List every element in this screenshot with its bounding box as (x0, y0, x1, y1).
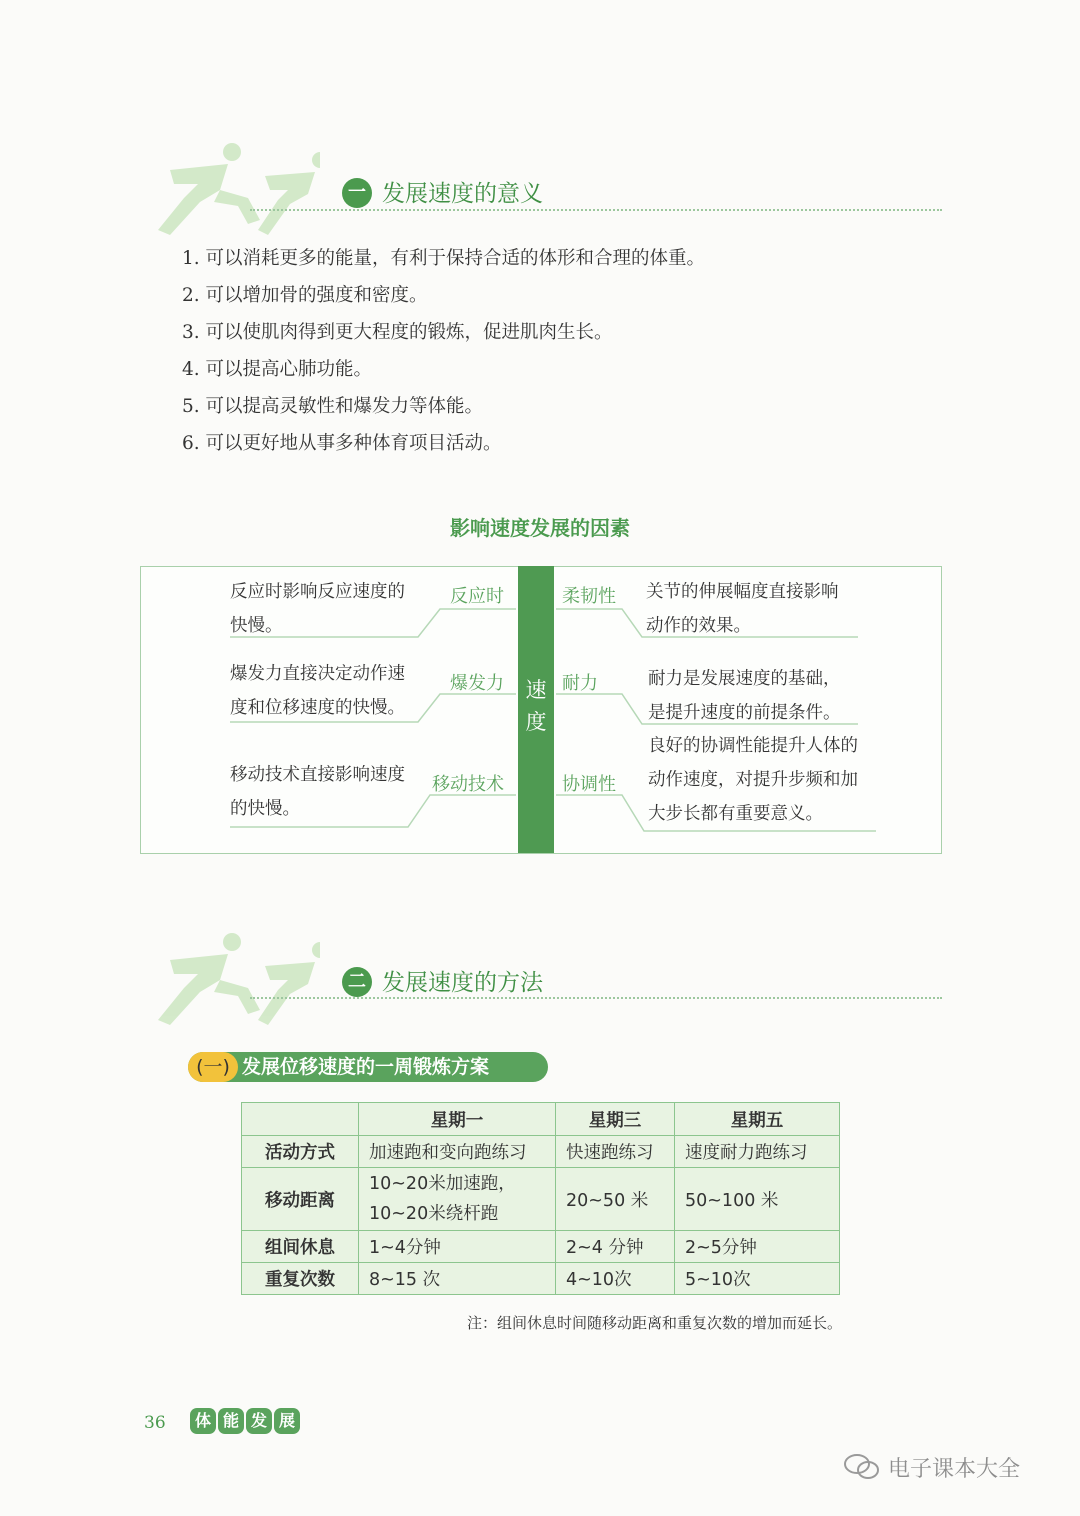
factor-description: 关节的伸展幅度直接影响 动作的效果。 (646, 582, 839, 636)
factor-description: 反应时影响反应速度的 快慢。 (230, 582, 405, 636)
factor-description: 良好的协调性能提升人体的 动作速度，对提升步频和加 大步长都有重要意义。 (648, 736, 858, 824)
dotted-divider (250, 997, 942, 999)
table-cell: 10~20米加速跑， 10~20米绕杆跑 (359, 1168, 556, 1231)
page-number: 36 (144, 1413, 166, 1433)
factor-label: 爆发力 (450, 673, 504, 694)
table-cell: 50~100 米 (675, 1168, 840, 1231)
list-item: 1. 可以消耗更多的能量，有利于保持合适的体形和合理的体重。 (182, 248, 706, 269)
training-plan-table (241, 1102, 840, 1295)
factor-description: 耐力是发展速度的基础， 是提升速度的前提条件。 (648, 669, 841, 723)
section-title: 发展速度的意义 (382, 181, 543, 207)
table-header-row (242, 1103, 840, 1136)
table-header-cell: 星期一 (359, 1103, 556, 1136)
row-label: 重复次数 (242, 1263, 359, 1295)
section-number-badge: 一 (342, 178, 372, 208)
book-title-char: 发 (246, 1408, 272, 1434)
table-cell: 2~4 分钟 (556, 1231, 675, 1263)
book-title-char: 体 (190, 1408, 216, 1434)
book-title-char: 展 (274, 1408, 300, 1434)
factor-label: 移动技术 (432, 774, 504, 795)
table-row (242, 1231, 840, 1263)
table-cell: 加速跑和变向跑练习 (359, 1136, 556, 1168)
table-cell: 速度耐力跑练习 (675, 1136, 840, 1168)
table-cell: 1~4分钟 (359, 1231, 556, 1263)
center-label: 速 (525, 678, 547, 702)
table-header-cell (242, 1103, 359, 1136)
factor-label: 耐力 (562, 673, 598, 694)
factor-label: 协调性 (562, 774, 616, 795)
table-cell: 2~5分钟 (675, 1231, 840, 1263)
subsection-number: (一) (188, 1052, 238, 1082)
table-row (242, 1136, 840, 1168)
factor-label: 柔韧性 (562, 586, 616, 607)
table-cell: 8~15 次 (359, 1263, 556, 1295)
section-title: 发展速度的方法 (382, 970, 543, 996)
table-cell: 20~50 米 (556, 1168, 675, 1231)
list-item: 4. 可以提高心肺功能。 (182, 359, 373, 380)
list-item: 2. 可以增加骨的强度和密度。 (182, 285, 428, 306)
wechat-icon (842, 1452, 882, 1482)
section-number-badge: 二 (342, 967, 372, 997)
subsection-title: 发展位移速度的一周锻炼方案 (242, 1056, 490, 1078)
book-title-char: 能 (218, 1408, 244, 1434)
table-row (242, 1168, 840, 1231)
table-header-cell: 星期五 (675, 1103, 840, 1136)
center-label: 度 (525, 710, 547, 734)
table-cell: 4~10次 (556, 1263, 675, 1295)
row-label: 活动方式 (242, 1136, 359, 1168)
diagram-title: 影响速度发展的因素 (450, 516, 630, 540)
factor-description: 爆发力直接决定动作速 度和位移速度的快慢。 (230, 664, 405, 718)
watermark: 电子课本大全 (888, 1457, 1021, 1482)
list-item: 6. 可以更好地从事多种体育项目活动。 (182, 433, 502, 454)
table-row (242, 1263, 840, 1295)
row-label: 组间休息 (242, 1231, 359, 1263)
factor-description: 移动技术直接影响速度 的快慢。 (230, 765, 405, 819)
row-label: 移动距离 (242, 1168, 359, 1231)
factor-label: 反应时 (450, 586, 504, 607)
table-header-cell: 星期三 (556, 1103, 675, 1136)
table-cell: 5~10次 (675, 1263, 840, 1295)
table-note: 注：组间休息时间随移动距离和重复次数的增加而延长。 (466, 1314, 842, 1332)
list-item: 5. 可以提高灵敏性和爆发力等体能。 (182, 396, 484, 417)
runner-icon (140, 930, 320, 1030)
table-cell: 快速跑练习 (556, 1136, 675, 1168)
list-item: 3. 可以使肌肉得到更大程度的锻炼，促进肌肉生长。 (182, 322, 613, 343)
